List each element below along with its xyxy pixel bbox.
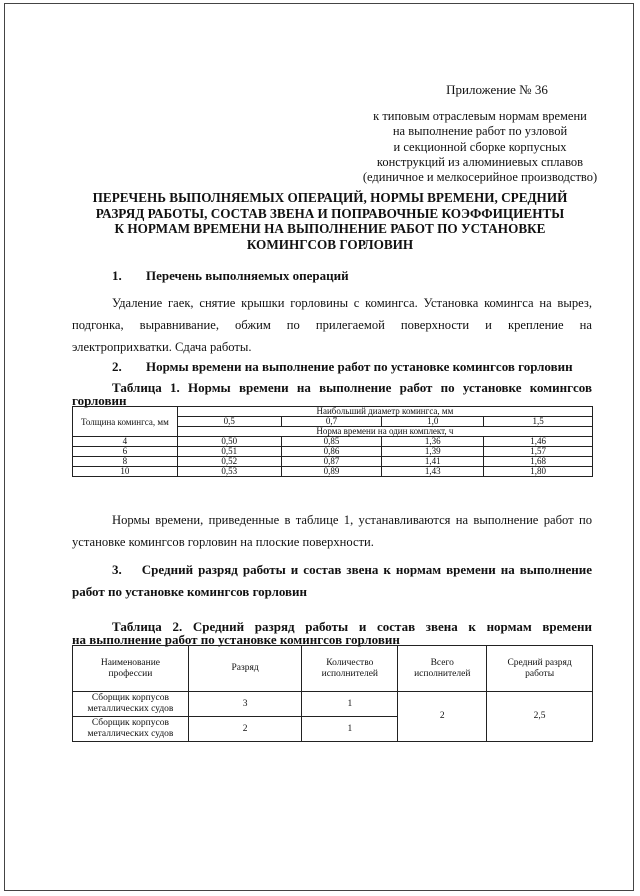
value-cell: 1,36 [382, 437, 484, 447]
value-cell: 0,89 [281, 467, 382, 477]
total-header: Всего исполнителей [398, 646, 487, 692]
appendix-line: к типовым отраслевым нормам времени [373, 109, 587, 124]
table-1-caption [72, 381, 592, 407]
appendix-line: (единичное и мелкосерийное производство) [362, 170, 598, 185]
thickness-header: Толщина комингса, мм [73, 407, 178, 437]
count-cell: 1 [302, 717, 398, 742]
diameter-cell: 1,5 [484, 417, 593, 427]
section-2-heading [112, 359, 573, 375]
value-cell: 1,57 [484, 447, 593, 457]
diameter-cell: 0,7 [281, 417, 382, 427]
grade-header: Разряд [188, 646, 302, 692]
table-row [73, 447, 593, 457]
grade-table [72, 645, 593, 742]
profession-cell: Сборщик корпусов металлических судов [73, 692, 189, 717]
norm-header: Норма времени на один комплект, ч [177, 427, 592, 437]
section-number: 1. [112, 268, 122, 283]
value-cell: 0,50 [177, 437, 281, 447]
total-cell: 2 [398, 692, 487, 742]
table-row [73, 467, 593, 477]
thickness-cell: 10 [73, 467, 178, 477]
title-line: ПЕРЕЧЕНЬ ВЫПОЛНЯЕМЫХ ОПЕРАЦИЙ, НОРМЫ ВРЕМЕНИ, СРЕДНИЙ [92, 190, 568, 205]
profession-header: Наименование профессии [73, 646, 189, 692]
avg-grade-header: Средний разряд работы [487, 646, 593, 692]
document-title [80, 190, 580, 252]
appendix-line: и секционной сборке корпусных [393, 139, 567, 154]
section-3-line [72, 559, 592, 581]
table-row [73, 437, 593, 447]
value-cell: 1,41 [382, 457, 484, 467]
thickness-cell: 8 [73, 457, 178, 467]
caption-line: Таблица 2. Средний разряд работы и состав звена к нормам времени [112, 619, 592, 634]
diameter-cell: 0,5 [177, 417, 281, 427]
appendix-line: конструкций из алюминиевых сплавов [376, 154, 584, 169]
value-cell: 1,43 [382, 467, 484, 477]
section-3-line: работ по установке комингсов горловин [72, 584, 308, 599]
section-1-heading [112, 268, 349, 284]
caption-line: горловин [72, 393, 127, 408]
title-line: РАЗРЯД РАБОТЫ, СОСТАВ ЗВЕНА И ПОПРАВОЧНЫЕ КОЭФФИЦИЕНТЫ [95, 205, 565, 221]
value-cell: 0,85 [281, 437, 382, 447]
title-line: К НОРМАМ ВРЕМЕНИ НА ВЫПОЛНЕНИЕ РАБОТ ПО УСТАНОВКЕ [114, 221, 546, 236]
profession-cell: Сборщик корпусов металлических судов [73, 717, 189, 742]
value-cell: 0,51 [177, 447, 281, 457]
value-cell: 1,80 [484, 467, 593, 477]
value-cell: 0,87 [281, 457, 382, 467]
value-cell: 0,53 [177, 467, 281, 477]
table-row [73, 692, 593, 717]
thickness-cell: 6 [73, 447, 178, 457]
norms-table [72, 406, 593, 477]
table-row [73, 457, 593, 467]
value-cell: 1,46 [484, 437, 593, 447]
table-1-note: Нормы времени, приведенные в таблице 1, устанавливаются на выполнение работ по установке комингсов горловин на плоские поверхности. [72, 513, 592, 549]
section-number: 3. [112, 562, 122, 577]
appendix-number: Приложение № 36 [446, 82, 548, 97]
appendix-line: на выполнение работ по узловой [392, 124, 568, 139]
section-title: Перечень выполняемых операций [146, 268, 349, 283]
section-title: Нормы времени на выполнение работ по установке комингсов горловин [146, 359, 573, 374]
value-cell: 1,68 [484, 457, 593, 467]
value-cell: 0,86 [281, 447, 382, 457]
diameter-cell: 1,0 [382, 417, 484, 427]
appendix-block [360, 82, 600, 185]
count-cell: 1 [302, 692, 398, 717]
caption-line: на выполнение работ по установке комингсов горловин [72, 632, 400, 647]
grade-cell: 3 [188, 692, 302, 717]
section-number: 2. [112, 359, 122, 374]
diameter-header: Наибольший диаметр комингса, мм [177, 407, 592, 417]
avg-grade-cell: 2,5 [487, 692, 593, 742]
table-2-caption [72, 620, 592, 646]
count-header: Количество исполнителей [302, 646, 398, 692]
title-line: КОМИНГСОВ ГОРЛОВИН [246, 236, 414, 252]
section-title: Средний разряд работы и состав звена к нормам времени на выполнение [141, 562, 593, 577]
section-3-heading [72, 559, 592, 603]
section-1-text: Удаление гаек, снятие крышки горловины с комингса. Установка комингса на вырез, подгонка, выравнивание, обжим по прилегаемой поверхности и крепление на электроприхватки. Сдача работы. [72, 296, 592, 354]
caption-line: Таблица 1. Нормы времени на выполнение работ по установке комингсов [112, 380, 592, 395]
value-cell: 0,52 [177, 457, 281, 467]
grade-cell: 2 [188, 717, 302, 742]
value-cell: 1,39 [382, 447, 484, 457]
thickness-cell: 4 [73, 437, 178, 447]
